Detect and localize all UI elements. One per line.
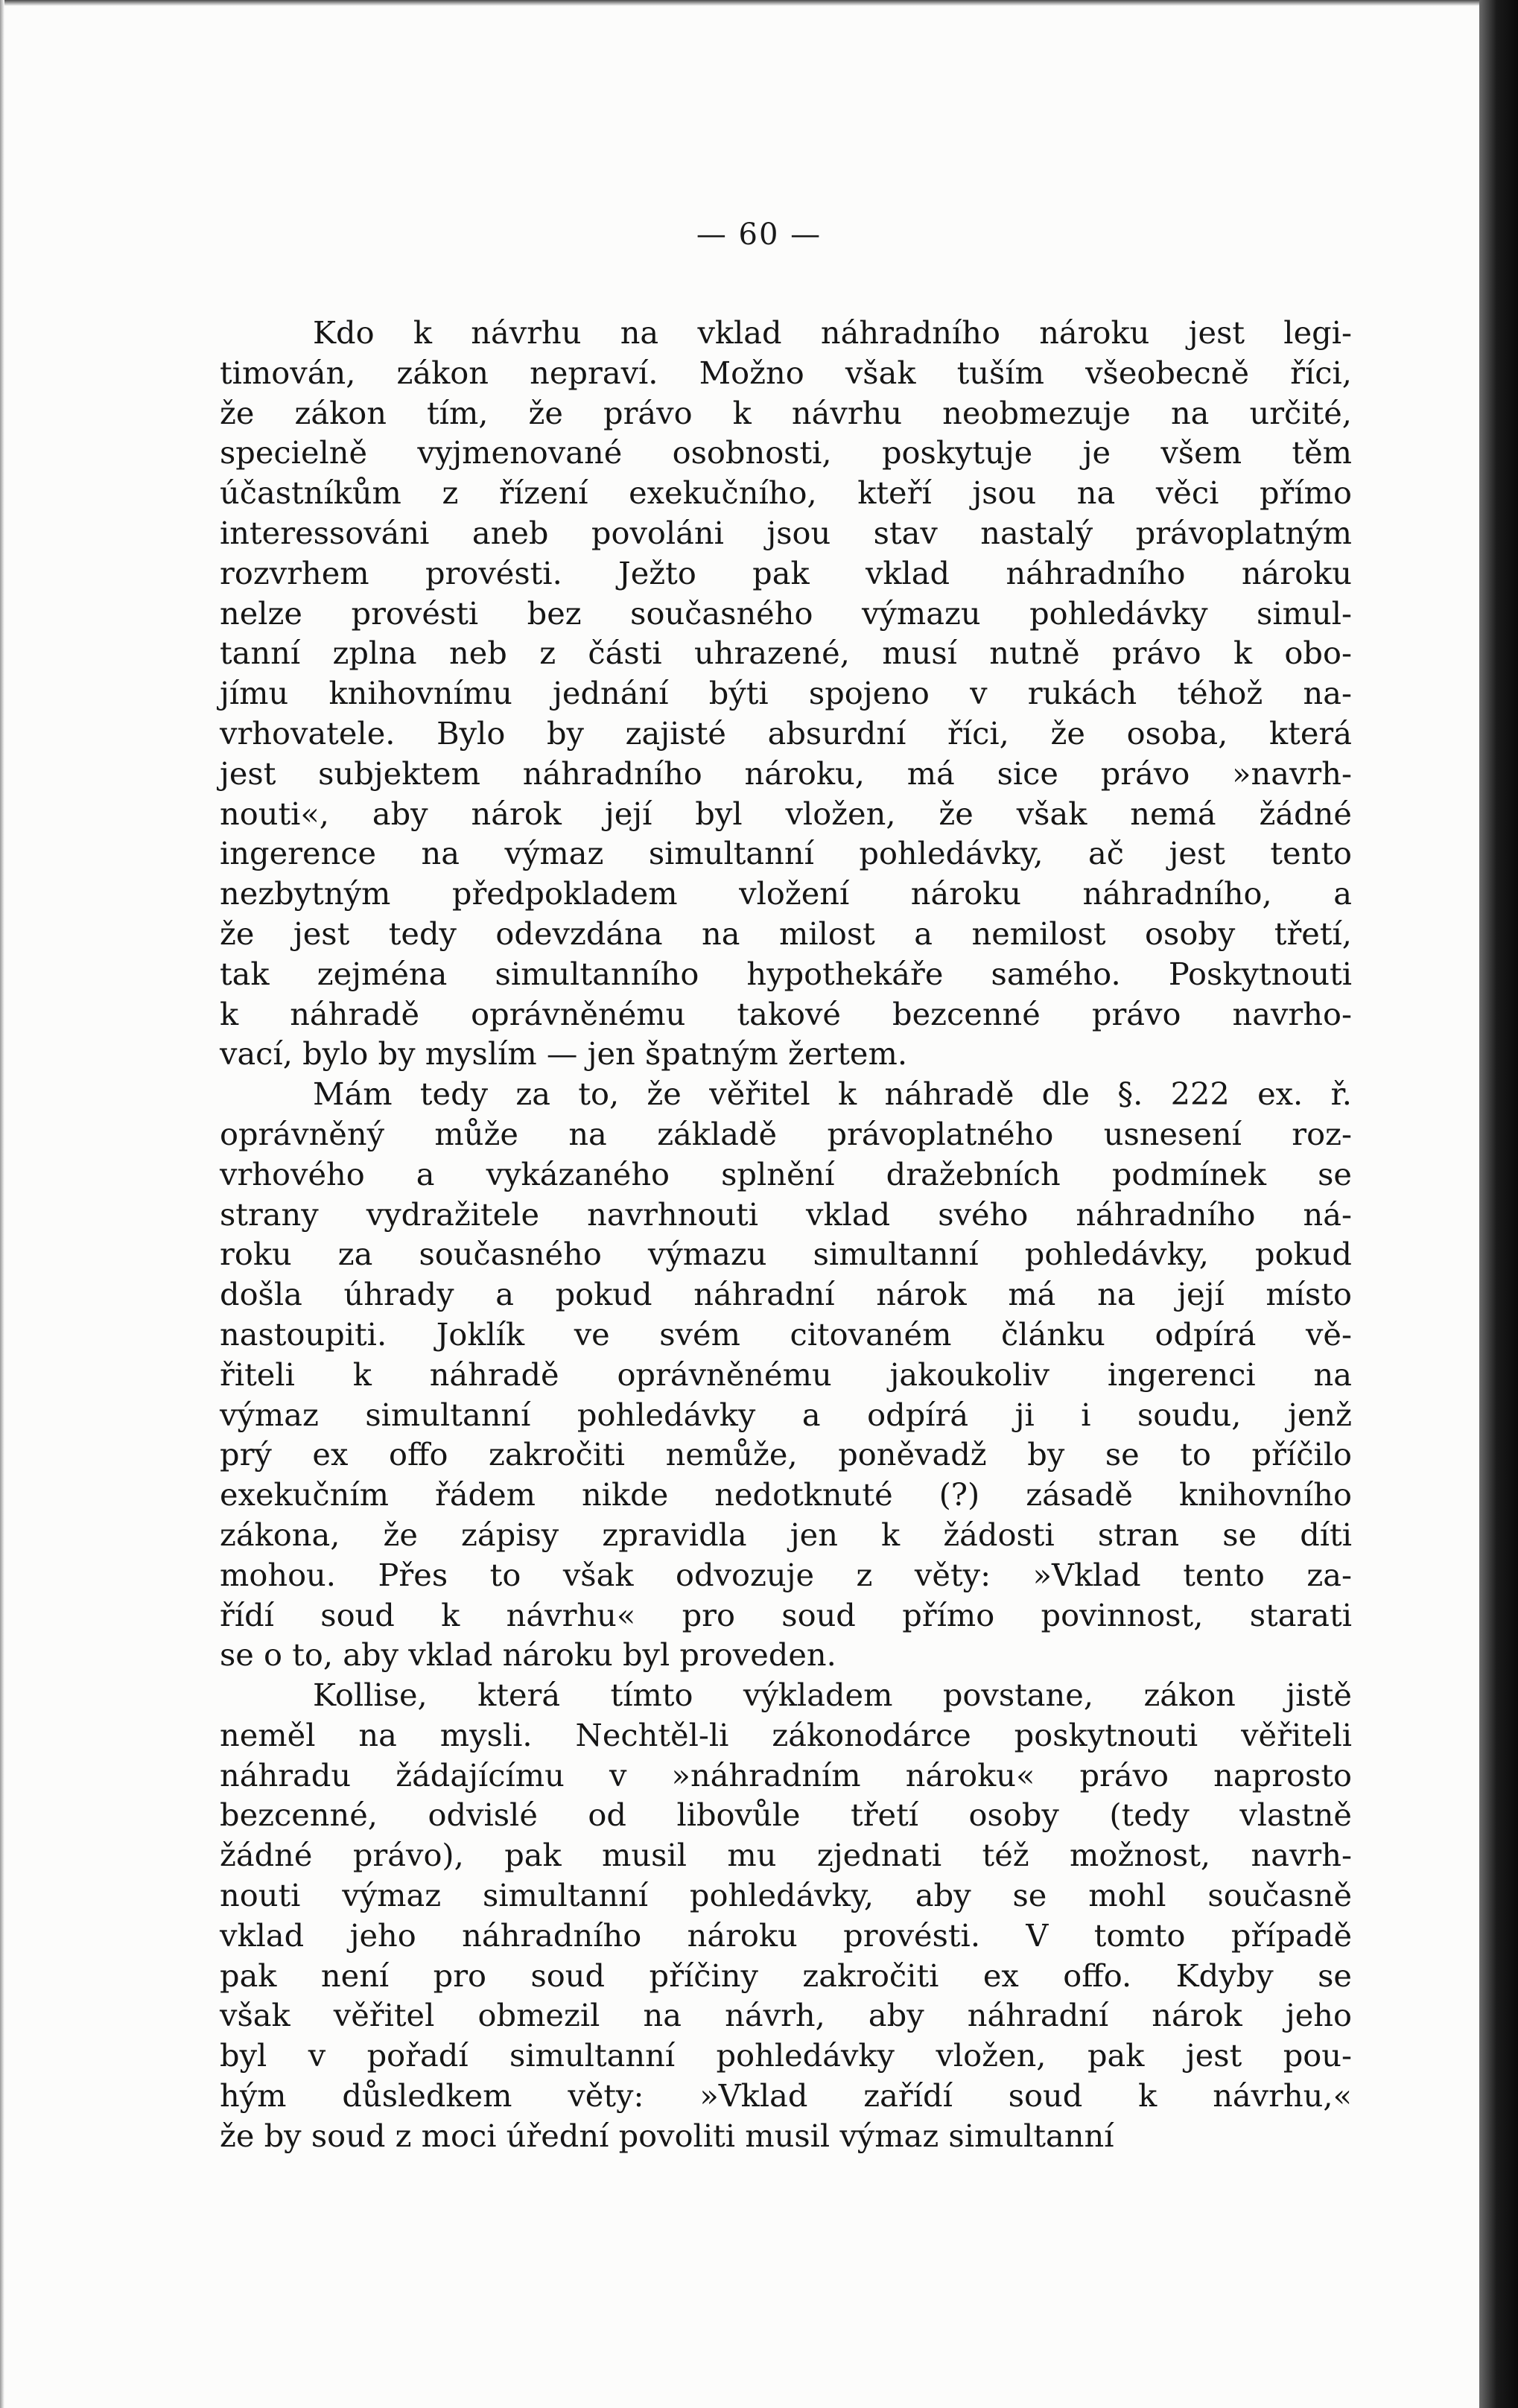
page-left-edge: [0, 0, 4, 2408]
text-line: že zákon tím, že právo k návrhu neobmezuje na určité,: [220, 394, 1352, 431]
text-line: nouti výmaz simultanní pohledávky, aby se mohl současně: [220, 1877, 1352, 1914]
text-line: k náhradě oprávněnému takové bezcenné právo navrho-: [220, 995, 1352, 1032]
text-line: hým důsledkem věty: »Vklad zařídí soud k návrhu,«: [220, 2077, 1352, 2115]
text-line: ingerence na výmaz simultanní pohledávky, ač jest tento: [220, 835, 1352, 872]
text-line: vací, bylo by myslím — jen špatným žertem.: [220, 1035, 908, 1073]
text-line: však věřitel obmezil na návrh, aby náhradní nárok jeho: [220, 1997, 1352, 2034]
text-line: tak zejména simultanního hypothekáře samého. Poskytnouti: [220, 955, 1352, 992]
text-line: timován, zákon nepraví. Možno však tuším všeobecně říci,: [220, 354, 1352, 391]
text-line: Kollise, která tímto výkladem povstane, zákon jistě: [313, 1677, 1352, 1714]
paragraph: [220, 1074, 1352, 1675]
paragraph: [220, 1675, 1352, 2156]
text-line: oprávněný může na základě právoplatného usnesení roz-: [220, 1115, 1352, 1152]
text-line: řídí soud k návrhu« pro soud přímo povinnost, starati: [220, 1596, 1352, 1633]
text-line: exekučním řádem nikde nedotknuté (?) zásadě knihovního: [220, 1476, 1352, 1513]
text-line: žádné právo), pak musil mu zjednati též možnost, navrh-: [220, 1837, 1352, 1874]
page-top-edge: [0, 0, 1518, 6]
paragraph: [220, 313, 1352, 1074]
text-line: rozvrhem provésti. Ježto pak vklad náhradního nároku: [220, 554, 1352, 591]
page-number: — 60 —: [696, 217, 822, 252]
text-line: výmaz simultanní pohledávky a odpírá ji i soudu, jenž: [220, 1396, 1352, 1433]
text-line: že by soud z moci úřední povoliti musil výmaz simultanní: [220, 2117, 1114, 2154]
text-line: nouti«, aby nárok její byl vložen, že však nemá žádné: [220, 795, 1352, 832]
text-line: strany vydražitele navrhnouti vklad svého náhradního ná-: [220, 1195, 1352, 1233]
text-line: se o to, aby vklad nároku byl proveden.: [220, 1636, 836, 1674]
text-line: interessováni aneb povoláni jsou stav nastalý právoplatným: [220, 514, 1352, 551]
text-line: pak není pro soud příčiny zakročiti ex offo. Kdyby se: [220, 1957, 1352, 1994]
text-line: mohou. Přes to však odvozuje z věty: »Vklad tento za-: [220, 1556, 1352, 1593]
text-line: roku za současného výmazu simultanní pohledávky, pokud: [220, 1236, 1352, 1273]
body-text: [220, 313, 1352, 2156]
text-line: Kdo k návrhu na vklad náhradního nároku jest legi-: [313, 314, 1352, 351]
text-line: vrhového a vykázaného splnění dražebních podmínek se: [220, 1155, 1352, 1192]
text-line: řiteli k náhradě oprávněnému jakoukoliv ingerenci na: [220, 1356, 1352, 1393]
text-line: byl v pořadí simultanní pohledávky vložen, pak jest pou-: [220, 2037, 1352, 2074]
text-line: vklad jeho náhradního nároku provésti. V tomto případě: [220, 1916, 1352, 1954]
text-line: jímu knihovnímu jednání býti spojeno v rukách téhož na-: [220, 675, 1352, 712]
text-line: jest subjektem náhradního nároku, má sice právo »navrh-: [220, 755, 1352, 792]
text-line: nezbytným předpokladem vložení nároku náhradního, a: [220, 875, 1352, 912]
text-line: tanní zplna neb z části uhrazené, musí nutně právo k obo-: [220, 635, 1352, 672]
text-line: nastoupiti. Joklík ve svém citovaném článku odpírá vě-: [220, 1315, 1352, 1353]
text-line: účastníkům z řízení exekučního, kteří jsou na věci přímo: [220, 474, 1352, 512]
text-line: specielně vyjmenované osobnosti, poskytuje je všem těm: [220, 434, 1352, 471]
text-line: Mám tedy za to, že věřitel k náhradě dle §. 222 ex. ř.: [313, 1076, 1352, 1113]
text-line: došla úhrady a pokud náhradní nárok má na její místo: [220, 1276, 1352, 1313]
text-line: že jest tedy odevzdána na milost a nemilost osoby třetí,: [220, 915, 1352, 952]
text-line: nelze provésti bez současného výmazu pohledávky simul-: [220, 594, 1352, 632]
book-spine-shadow: [1479, 0, 1518, 2408]
text-line: bezcenné, odvislé od libovůle třetí osoby (tedy vlastně: [220, 1797, 1352, 1834]
text-line: náhradu žádajícímu v »náhradním nároku« právo naprosto: [220, 1756, 1352, 1794]
text-line: prý ex offo zakročiti nemůže, poněvadž by se to příčilo: [220, 1436, 1352, 1473]
text-line: zákona, že zápisy zpravidla jen k žádosti stran se díti: [220, 1516, 1352, 1553]
text-line: vrhovatele. Bylo by zajisté absurdní říci, že osoba, která: [220, 714, 1352, 752]
text-line: neměl na mysli. Nechtěl-li zákonodárce poskytnouti věřiteli: [220, 1716, 1352, 1753]
